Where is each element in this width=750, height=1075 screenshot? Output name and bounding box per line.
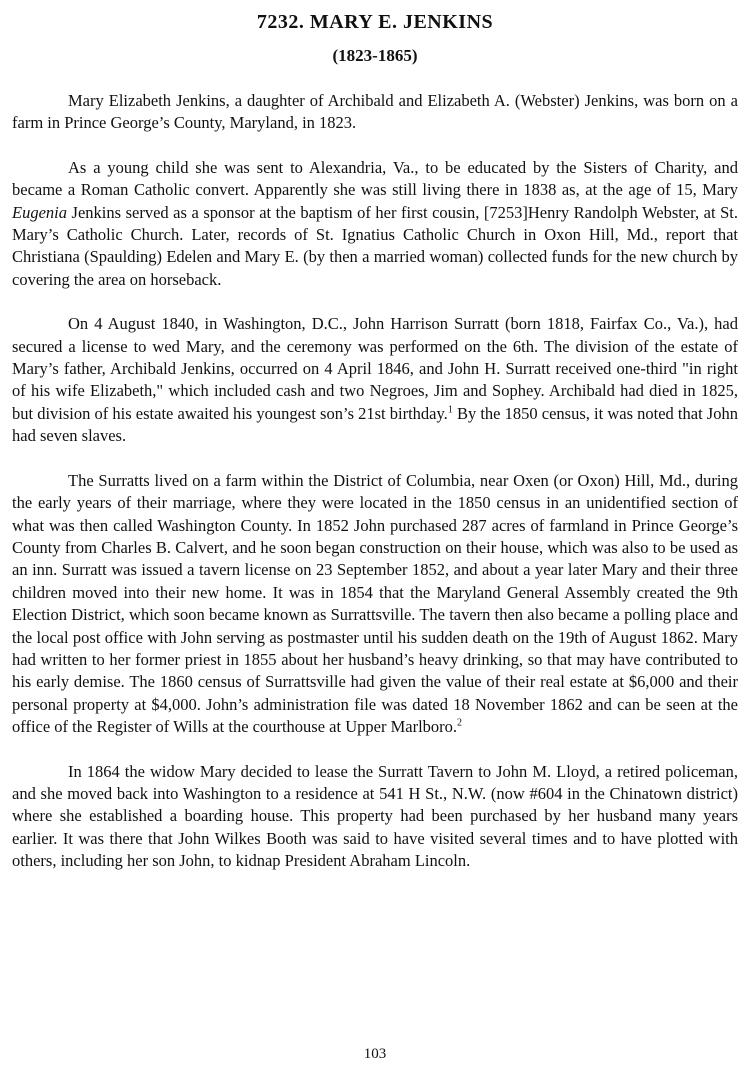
paragraph-education-text-b: Jenkins served as a sponsor at the baptism of her first cousin, [7253]Henry Randolph Webster, at St. Mary’s Catholic Church. Later, records of St. Ignatius Catholic Church in Oxon Hill, Md., report that Christiana (Spaulding) Edelen and Mary E. (by then a married woman) collected funds for the new church by covering the area on horseback. (12, 202, 738, 289)
paragraph-marriage-text-b: By the 1850 census, it was noted that John had seven slaves. (12, 403, 738, 446)
paragraph-tavern-text: The Surratts lived on a farm within the District of Columbia, near Oxen (or Oxon) Hill, Md., during the early years of their marriage, where they were located in the 1850 census in an unidentified section of what was then called Washington County. In 1852 John purchased 287 acres of farmland in Prince George’s County from Charles B. Calvert, and he soon began construction on their house, which was also to be used as an inn. Surratt was issued a tavern license on 23 September 1852, and about a year later Mary and their three children moved into their new home. It was in 1854 that the Maryland General Assembly created the 9th Election District, which soon became known as Surrattsville. The tavern then also became a polling place and the local post office with John serving as postmaster until his sudden death on the 19th of August 1862. Mary had written to her former priest in 1855 about her husband’s heavy drinking, so that may have contributed to his early demise. The 1860 census of Surrattsville had given the value of their real estate at $6,000 and their personal property at $4,000. John’s administration file was dated 18 November 1862 and can be seen at the office of the Register of Wills at the courthouse at Upper Marlboro. (12, 470, 738, 737)
page-number: 103 (363, 1046, 387, 1062)
document-page (12, 8, 738, 873)
paragraph-birth: Mary Elizabeth Jenkins, a daughter of Archibald and Elizabeth A. (Webster) Jenkins, was born on a farm in Prince George’s County, Maryland, in 1823. (12, 91, 738, 133)
emphasis-eugenia: Eugenia (12, 202, 67, 222)
paragraph-education-text-a: As a young child she was sent to Alexandria, Va., to be educated by the Sisters of Charity, and became a Roman Catholic convert. Apparently she was still living there in 1838 as, at the age of 15, Mary (12, 157, 738, 200)
paragraph-marriage (12, 313, 738, 447)
life-dates: (1823-1865) (332, 46, 418, 65)
footnote-marker-2: 2 (457, 717, 463, 729)
paragraph-marriage-text-a: On 4 August 1840, in Washington, D.C., John Harrison Surratt (born 1818, Fairfax Co., Va.), had secured a license to wed Mary, and the ceremony was performed on the 6th. The division of the estate of Mary’s father, Archibald Jenkins, occurred on 4 April 1846, and John H. Surratt received one-third "in right of his wife Elizabeth," which included cash and two Negroes, Jim and Sophey. Archibald had died in 1825, but division of his estate awaited his youngest son’s 21st birthday. (12, 314, 738, 423)
footnote-marker-1: 1 (447, 404, 453, 416)
paragraph-boarding-house: In 1864 the widow Mary decided to lease the Surratt Tavern to John M. Lloyd, a retired policeman, and she moved back into Washington to a residence at 541 H St., N.W. (now #604 in the Chinatown district) where she established a boarding house. This property had been purchased by her husband many years earlier. It was there that John Wilkes Booth was said to have visited several times and to have plotted with others, including her son John, to kidnap President Abraham Lincoln. (12, 761, 738, 871)
page-title: 7232. MARY E. JENKINS (256, 11, 494, 33)
paragraph-tavern (12, 470, 738, 739)
paragraph-education (12, 157, 738, 291)
